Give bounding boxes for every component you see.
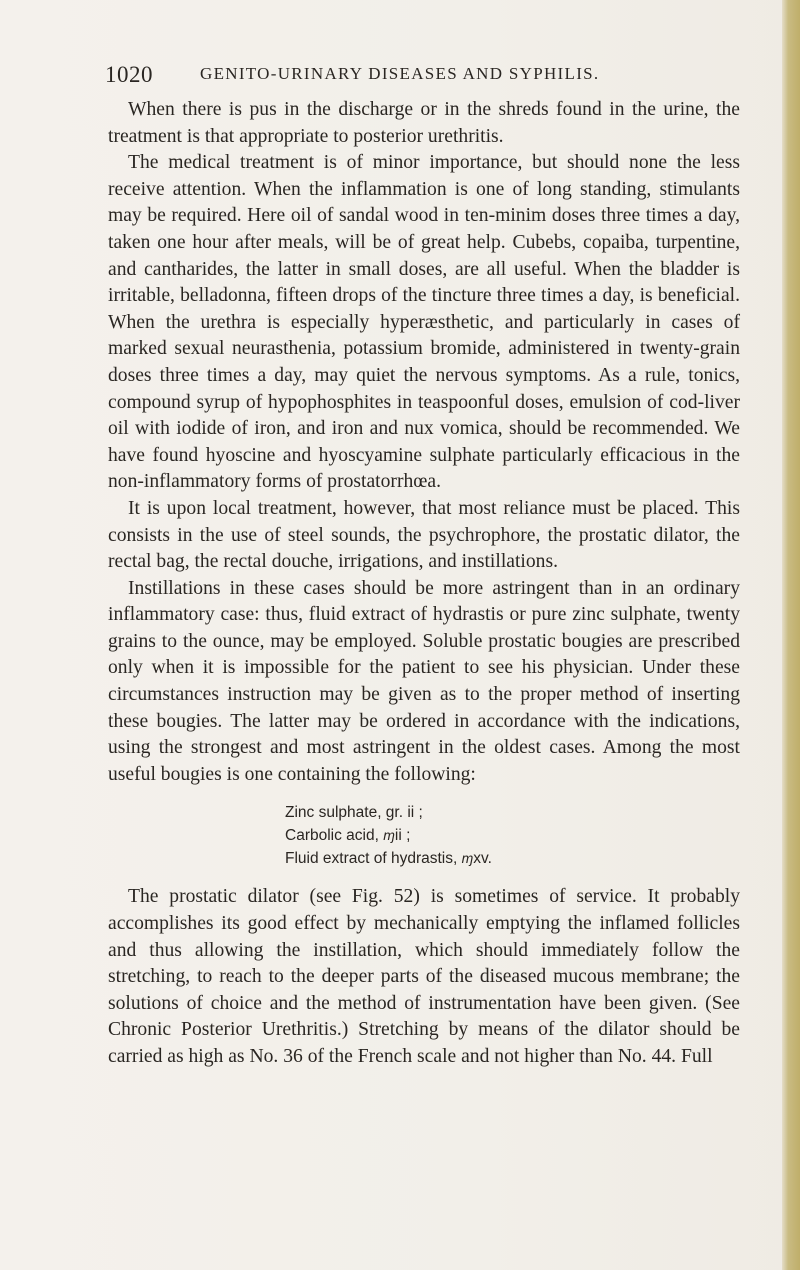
formula-dose: xv.	[473, 850, 492, 868]
formula-item	[285, 824, 740, 847]
page-edge	[782, 0, 800, 1270]
minim-symbol: ɱ	[461, 850, 474, 867]
formula-ingredient: Zinc sulphate, gr.	[285, 804, 404, 822]
paragraph: The prostatic dilator (see Fig. 52) is sometimes of service. It probably accomplishes its good effect by mechanically emptying the inflamed follicles and thus allowing the instillation, which should immediately follow the stretching, to reach to the deeper parts of the diseased mucous membrane; the solutions of choice and the method of instrumentation have been given. (See Chronic Posterior Urethritis.) Stretching by means of the dilator should be carried as high as No. 36 of the French scale and not higher than No. 44. Full	[108, 886, 740, 1067]
formula-ingredient: Carbolic acid,	[285, 827, 384, 845]
formula-dose: ii ;	[403, 804, 423, 822]
paragraph: It is upon local treatment, however, that most reliance must be placed. This consists in the use of steel sounds, the psychrophore, the prostatic dilator, the rectal bag, the rectal douche, irrigations, and instillations.	[108, 497, 740, 573]
formula-item	[285, 802, 740, 824]
page-number: 1020	[105, 62, 153, 87]
page-header	[105, 60, 755, 92]
formula-dose: ii ;	[394, 827, 411, 845]
paragraph: The medical treatment is of minor importance, but should none the less receive attention. When the inflammation is one of long standing, stimulants may be required. Here oil of sandal wood in ten-minim doses three times a day, taken one hour after meals, will be of great help. Cubebs, copaiba, turpentine, and cantharides, the latter in small doses, are all useful. When the bladder is irritable, belladonna, fifteen drops of the tincture three times a day, is beneficial. When the urethra is especially hyperæsthetic, and particularly in cases of marked sexual neurasthenia, potassium bromide, administered in twenty-grain doses three times a day, may quiet the nervous symptoms. As a rule, tonics, compound syrup of hypophosphites in teaspoonful doses, emulsion of cod-liver oil with iodide of iron, and iron and nux vomica, should be recommended. We have found hyoscine and hyoscyamine sulphate particularly efficacious in the non-inflammatory forms of prostatorrhœa.	[108, 152, 740, 493]
paragraph: When there is pus in the discharge or in the shreds found in the urine, the treatment is that appropriate to posterior urethritis.	[108, 99, 740, 147]
formula-list	[285, 802, 740, 870]
formula-ingredient: Fluid extract of hydrastis,	[285, 850, 462, 868]
paragraph: Instillations in these cases should be more astringent than in an ordinary inflammatory case: thus, fluid extract of hydrastis or pure zinc sulphate, twenty grains to the ounce, may be employed. Soluble prostatic bougies are prescribed only when it is impossible for the patient to see his physician. Under these circumstances instruction may be given as to the proper method of inserting these bougies. The latter may be ordered in accordance with the indications, using the strongest and most astringent in the oldest cases. Among the most useful bougies is one containing the following:	[108, 577, 740, 785]
running-head: GENITO-URINARY DISEASES AND SYPHILIS.	[200, 64, 600, 83]
formula-item	[285, 847, 740, 870]
body-text	[108, 97, 740, 1071]
minim-symbol: ɱ	[383, 827, 395, 844]
